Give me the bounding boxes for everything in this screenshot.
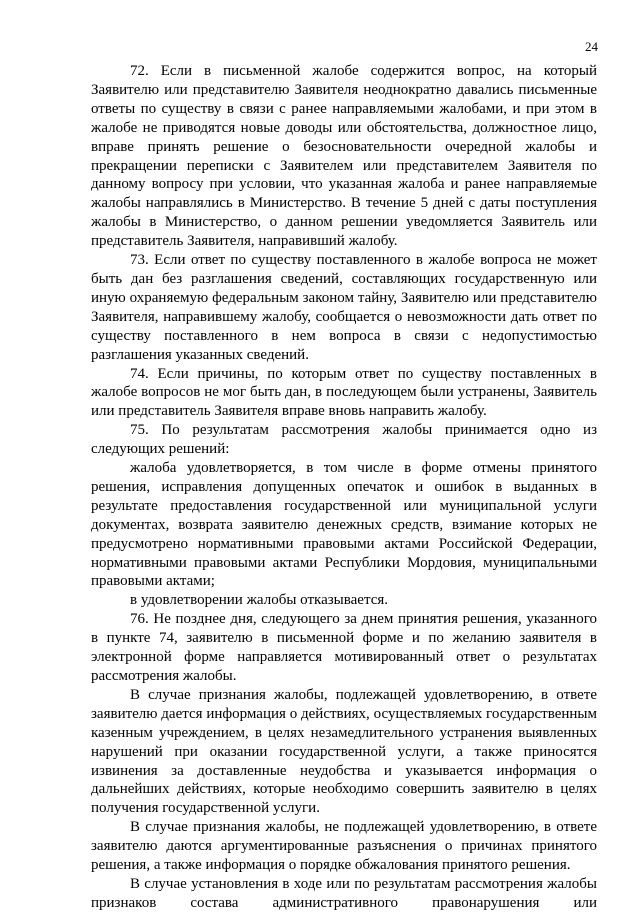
paragraph-73: 73. Если ответ по существу поставленного в жалобе вопроса не может быть дан без разглашения сведений, составляющих государственную или иную охраняемую федеральным законом тайну, Заявителю или представителю Заявителя, направившему жалобу, сообщается о невозможности дать ответ по существу поставленного в нем вопроса в связи с недопустимостью разглашения указанных сведений.	[91, 252, 597, 363]
document-body	[91, 62, 597, 913]
paragraph-72: 72. Если в письменной жалобе содержится вопрос, на который Заявителю или представителю Заявителя неоднократно давались письменные ответы по существу в связи с ранее направляемыми жалобами, и при этом в жалобе не приводятся новые доводы или обстоятельства, должностное лицо, вправе принять решение о безосновательности очередной жалобы и прекращении переписки с Заявителем или представителем Заявителя по данному вопросу при условии, что указанная жалоба и ранее направляемые жалобы направлялись в Министерство. В течение 5 дней с даты поступления жалобы в Министерство, о данном решении уведомляется Заявитель или представитель Заявителя, направивший жалобу.	[91, 63, 597, 250]
paragraph-74: 74. Если причины, по которым ответ по существу поставленных в жалобе вопросов не мог быть дан, в последующем были устранены, Заявитель или представитель Заявителя вправе вновь направить жалобу.	[91, 365, 597, 420]
decision-option-satisfy: жалоба удовлетворяется, в том числе в форме отмены принятого решения, исправления допущенных опечаток и ошибок в выданных в результате предоставления государственной или муниципальной услуги документах, возврата заявителю денежных средств, взимание которых не предусмотрено нормативными правовыми актами Российской Федерации, нормативными правовыми актами Республики Мордовия, муниципальными правовыми актами;	[91, 460, 597, 590]
paragraph-rejected-case: В случае признания жалобы, не подлежащей удовлетворению, в ответе заявителю даются аргументированные разъяснения о причинах принятого решения, а также информация о порядке обжалования принятого решения.	[91, 819, 597, 874]
paragraph-76: 76. Не позднее дня, следующего за днем принятия решения, указанного в пункте 74, заявителю в письменной форме и по желанию заявителя в электронной форме направляется мотивированный ответ о результатах рассмотрения жалобы.	[91, 611, 597, 684]
paragraph-satisfied-case: В случае признания жалобы, подлежащей удовлетворению, в ответе заявителю дается информация о действиях, осуществляемых государственным казенным учреждением, в целях незамедлительного устранения выявленных нарушений при оказании государственной услуги, а также приносятся извинения за доставленные неудобства и указывается информация о дальнейших действиях, которые необходимо совершить заявителю в целях получения государственной услуги.	[91, 686, 597, 817]
page-number: 24	[585, 39, 598, 54]
paragraph-violation-case: В случае установления в ходе или по результатам рассмотрения жалобы признаков состава административного правонарушения или	[91, 875, 597, 911]
paragraph-75: 75. По результатам рассмотрения жалобы принимается одно из следующих решений:	[91, 422, 597, 458]
decision-option-refuse: в удовлетворении жалобы отказывается.	[130, 592, 388, 609]
